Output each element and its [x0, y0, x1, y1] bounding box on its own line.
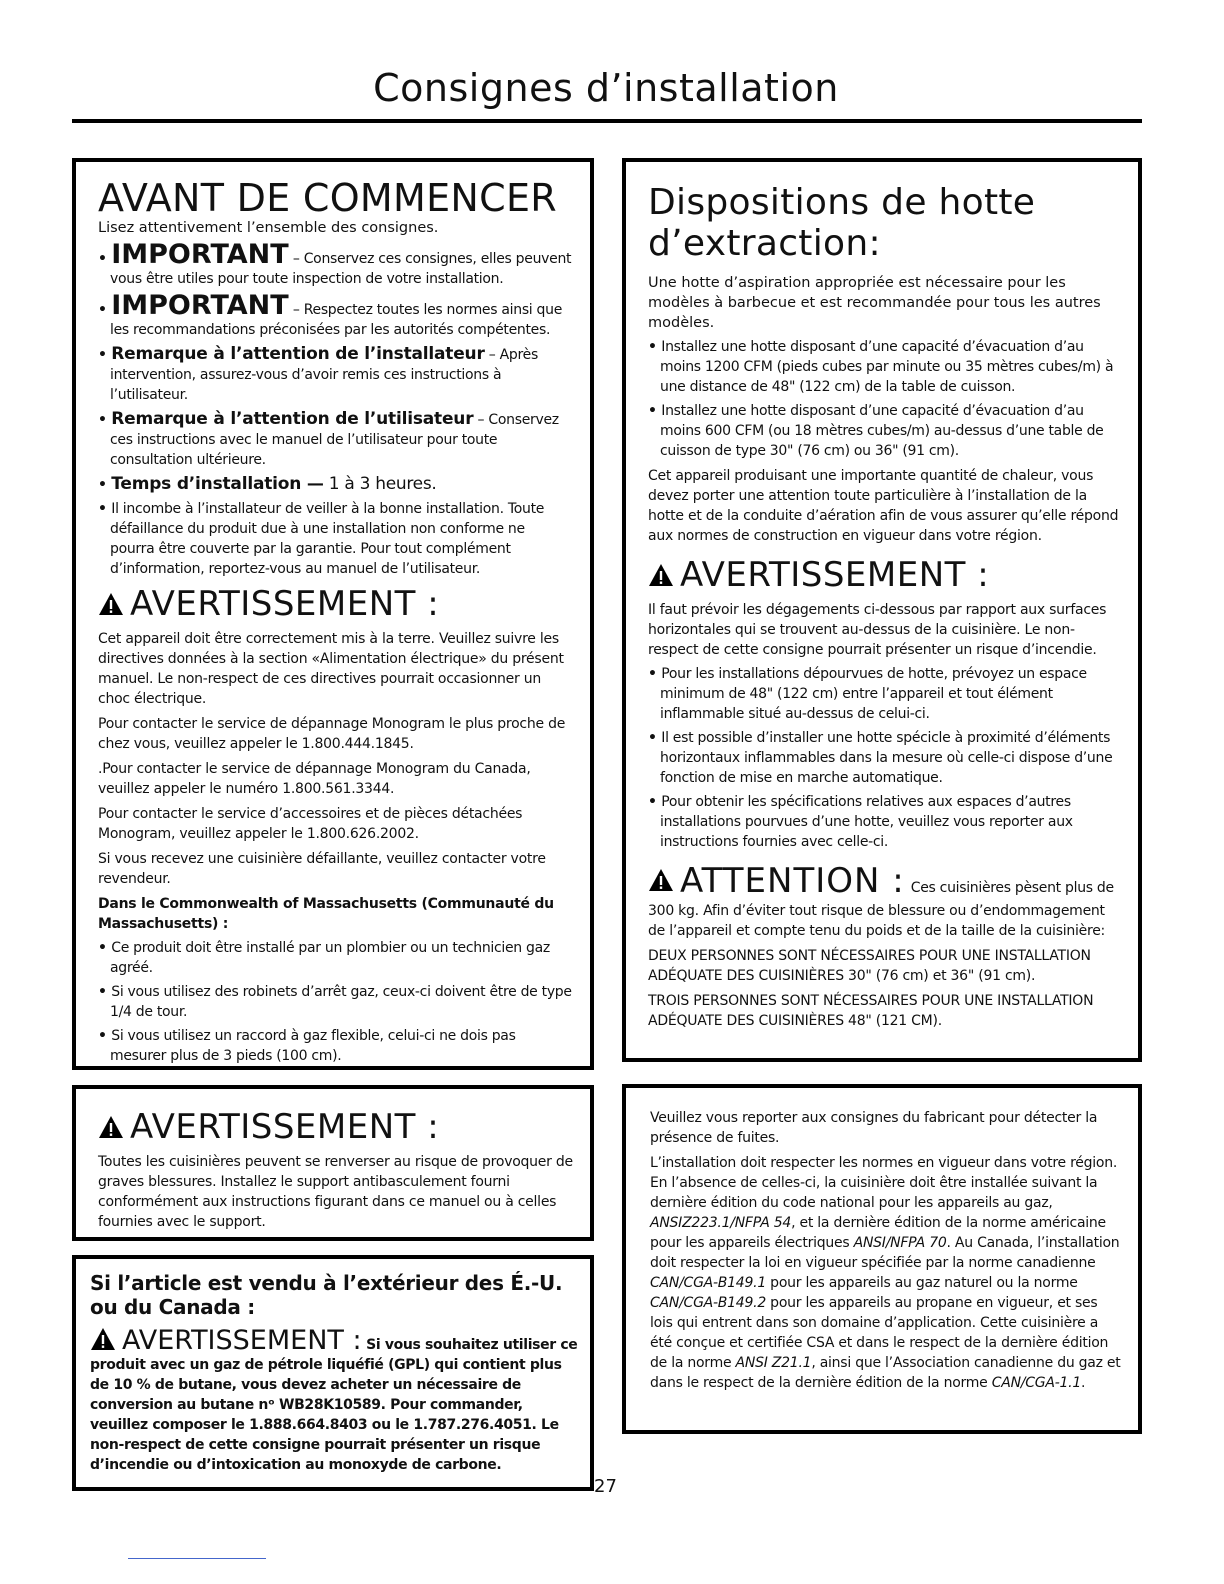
tip-warning-text: Toutes les cuisinières peuvent se renverser au risque de provoquer de graves blessures. Installez le support antibasculement fourni conformément aux instructions figurant dans ce manuel ou à celles fournies avec le support.: [98, 1154, 573, 1230]
hood-heading: Dispositions de hotte d’extraction:: [648, 182, 1036, 264]
ground-warning-heading: AVERTISSEMENT :: [98, 584, 572, 624]
warning-icon: [648, 563, 674, 587]
install-time: • Temps d’installation — 1 à 3 heures.: [98, 474, 437, 494]
important-note-1: • IMPORTANT – Conservez ces consignes, elles peuvent vous être utiles pour toute inspection de votre installation.: [98, 239, 572, 287]
hood-requirements-box: [622, 158, 1142, 1062]
clearance-text: Il faut prévoir les dégagements ci-dessous par rapport aux surfaces horizontales qui se trouvent au-dessus de la cuisinière. Le non-respect de cette consigne pourrait présenter un risque d’incendie.: [648, 602, 1107, 658]
attention-heading: ATTENTION : Ces cuisinières pèsent plus de: [648, 861, 1122, 901]
installation-codes-box: [622, 1084, 1142, 1434]
service-canada-text: .Pour contacter le service de dépannage Monogram du Canada, veuillez appeler le numéro 1.800.561.3344.: [98, 761, 531, 797]
accessories-text: Pour contacter le service d’accessoires et de pièces détachées Monogram, veuillez appeler le 1.800.626.2002.: [98, 806, 523, 842]
clearance-warning-heading: AVERTISSEMENT :: [648, 555, 1122, 595]
three-persons-text: TROIS PERSONNES SONT NÉCESSAIRES POUR UNE INSTALLATION ADÉQUATE DES CUISINIÈRES 48" (121 CM).: [648, 993, 1094, 1029]
list-item: • Pour les installations dépourvues de hotte, prévoyez un espace minimum de 48" (122 cm) entre l’appareil et tout élément inflammable situé au-dessus de celui-ci.: [648, 666, 1087, 722]
before-you-begin-heading: AVANT DE COMMENCER: [98, 176, 557, 220]
list-item: • Installez une hotte disposant d’une capacité d’évacuation d’au moins 1200 CFM (pieds cubes par minute ou 35 mètres cubes/m) à une distance de 48" (122 cm) de la table de cuisson.: [648, 339, 1114, 395]
ground-warning-text: Cet appareil doit être correctement mis à la terre. Veuillez suivre les directives données à la section «Alimentation électrique» du présent manuel. Le non-respect de ces directives pourrait occasionner un choc électrique.: [98, 631, 564, 707]
install-time-lead: Temps d’installation —: [111, 474, 324, 494]
before-you-begin-box: [72, 158, 594, 1070]
two-persons-text: DEUX PERSONNES SONT NÉCESSAIRES POUR UNE INSTALLATION ADÉQUATE DES CUISINIÈRES 30" (76 cm) et 36" (91 cm).: [648, 948, 1091, 984]
list-item: • Installez une hotte disposant d’une capacité d’évacuation d’au moins 600 CFM (ou 18 mètres cubes/m) au-dessus d’une table de cuisson de type 30" (76 cm) ou 36" (91 cm).: [648, 403, 1104, 459]
tip-warning-box: [72, 1085, 594, 1241]
attention-text: 300 kg. Afin d’éviter tout risque de blessure ou d’endommagement de l’appareil et compte tenu du poids et de la taille de la cuisinière:: [648, 903, 1106, 939]
footer-rule: [128, 1558, 266, 1559]
warning-icon: [98, 1115, 124, 1139]
hood-intro: Une hotte d’aspiration appropriée est nécessaire pour les modèles à barbecue et est recommandée pour tous les autres modèles.: [648, 275, 1101, 331]
intro-text: Lisez attentivement l’ensemble des consignes.: [98, 220, 439, 236]
user-note-text: – Conservez ces instructions avec le manuel de l’utilisateur pour toute consultation ultérieure.: [110, 412, 559, 468]
service-us-text: Pour contacter le service de dépannage Monogram le plus proche de chez vous, veuillez appeler le 1.800.444.1845.: [98, 716, 566, 752]
list-item: • Si vous utilisez des robinets d’arrêt gaz, ceux-ci doivent être de type 1/4 de tour.: [98, 984, 572, 1020]
butane-warning: AVERTISSEMENT : Si vous souhaitez utiliser ce produit avec un gaz de pétrole liquéfié (GPL) qui contient plus de 10 % de butane, vous devez acheter un nécessaire de conversion au butane nᵒ WB28K10589. Pour commander, veuillez composer le 1.888.664.8403 ou le 1.787.276.4051. Le non-respect de cette consigne pourrait présenter un risque d’incendie ou d’intoxication au monoxyde de carbone.: [90, 1325, 578, 1473]
important-label: IMPORTANT: [111, 239, 289, 270]
installer-responsibility: • Il incombe à l’installateur de veiller à la bonne installation. Toute défaillance du produit due à une installation non conforme ne pourra être couverte par la garantie. Pour tout complément d’information, reportez-vous au manuel de l’utilisateur.: [98, 501, 545, 577]
defective-text: Si vous recevez une cuisinière défaillante, veuillez contacter votre revendeur.: [98, 851, 546, 887]
tip-warning-heading: AVERTISSEMENT :: [98, 1107, 578, 1147]
massachusetts-heading: Dans le Commonwealth of Massachusetts (Communauté du Massachusetts) :: [98, 896, 554, 932]
list-item: • Il est possible d’installer une hotte spécicle à proximité d’éléments horizontaux inflammables dans la mesure où celle-ci dispose d’une fonction de mise en marche automatique.: [648, 730, 1113, 786]
list-item: • Si vous utilisez un raccord à gaz flexible, celui-ci ne dois pas mesurer plus de 3 pieds (100 cm).: [98, 1028, 516, 1064]
list-item: • Ce produit doit être installé par un plombier ou un technicien gaz agréé.: [98, 940, 550, 976]
warning-icon: [648, 868, 674, 892]
outside-us-heading: Si l’article est vendu à l’extérieur des É.-U. ou du Canada :: [90, 1271, 563, 1319]
warning-icon: [98, 592, 124, 616]
user-note: • Remarque à l’attention de l’utilisateur – Conservez ces instructions avec le manuel de l’utilisateur pour toute consultation ultérieure.: [98, 409, 559, 468]
leak-check-text: Veuillez vous reporter aux consignes du fabricant pour détecter la présence de fuites.: [650, 1110, 1098, 1146]
page-title: Consignes d’installation: [373, 66, 839, 110]
important-note-2: • IMPORTANT – Respectez toutes les normes ainsi que les recommandations préconisées par les autorités compétentes.: [98, 290, 563, 338]
page-number: 27: [594, 1476, 617, 1497]
title-rule: [72, 119, 1142, 123]
important-text: – Respectez toutes les normes ainsi que les recommandations préconisées par les autorités compétentes.: [110, 302, 563, 338]
list-item: • Pour obtenir les spécifications relatives aux espaces d’autres installations pourvues d’une hotte, veuillez vous reporter aux instructions fournies avec celle-ci.: [648, 794, 1073, 850]
important-label: IMPORTANT: [111, 290, 289, 321]
codes-text: L’installation doit respecter les normes en vigueur dans votre région. En l’absence de celles-ci, la cuisinière doit être installée suivant la dernière édition du code national pour les appareils au gaz, ANSIZ223.1/NFPA 54, et la dernière édition de la norme américaine pour les appareils électriques ANSI/NFPA 70. Au Canada, l’installation doit respecter la loi en vigueur spécifiée par la norme canadienne CAN/CGA-B149.1 pour les appareils au gaz naturel ou la norme CAN/CGA-B149.2 pour les appareils au propane en vigueur, et ses lois qui entrent dans son domaine d’application. Cette cuisinière a été conçue et certifiée CSA et dans le respect de la dernière édition de la norme ANSI Z21.1, ainsi que l’Association canadienne du gaz et dans le respect de la dernière édition de la norme CAN/CGA-1.1.: [650, 1155, 1121, 1391]
user-note-lead: Remarque à l’attention de l’utilisateur: [111, 409, 474, 429]
outside-us-box: [72, 1255, 594, 1491]
warning-icon: [90, 1327, 116, 1351]
installer-note-lead: Remarque à l’attention de l’installateur: [111, 344, 485, 364]
heat-note: Cet appareil produisant une importante quantité de chaleur, vous devez porter une attention toute particulière à l’installation de la hotte et de la conduite d’aération afin de vous assurer qu’elle répond aux normes de construction en vigueur dans votre région.: [648, 468, 1119, 544]
important-text: – Conservez ces consignes, elles peuvent vous être utiles pour toute inspection de votre installation.: [110, 251, 572, 287]
install-time-value: 1 à 3 heures.: [323, 474, 437, 494]
installer-note-text: – Après intervention, assurez-vous d’avoir remis ces instructions à l’utilisateur.: [110, 347, 538, 403]
installer-note: • Remarque à l’attention de l’installateur – Après intervention, assurez-vous d’avoir remis ces instructions à l’utilisateur.: [98, 344, 538, 403]
